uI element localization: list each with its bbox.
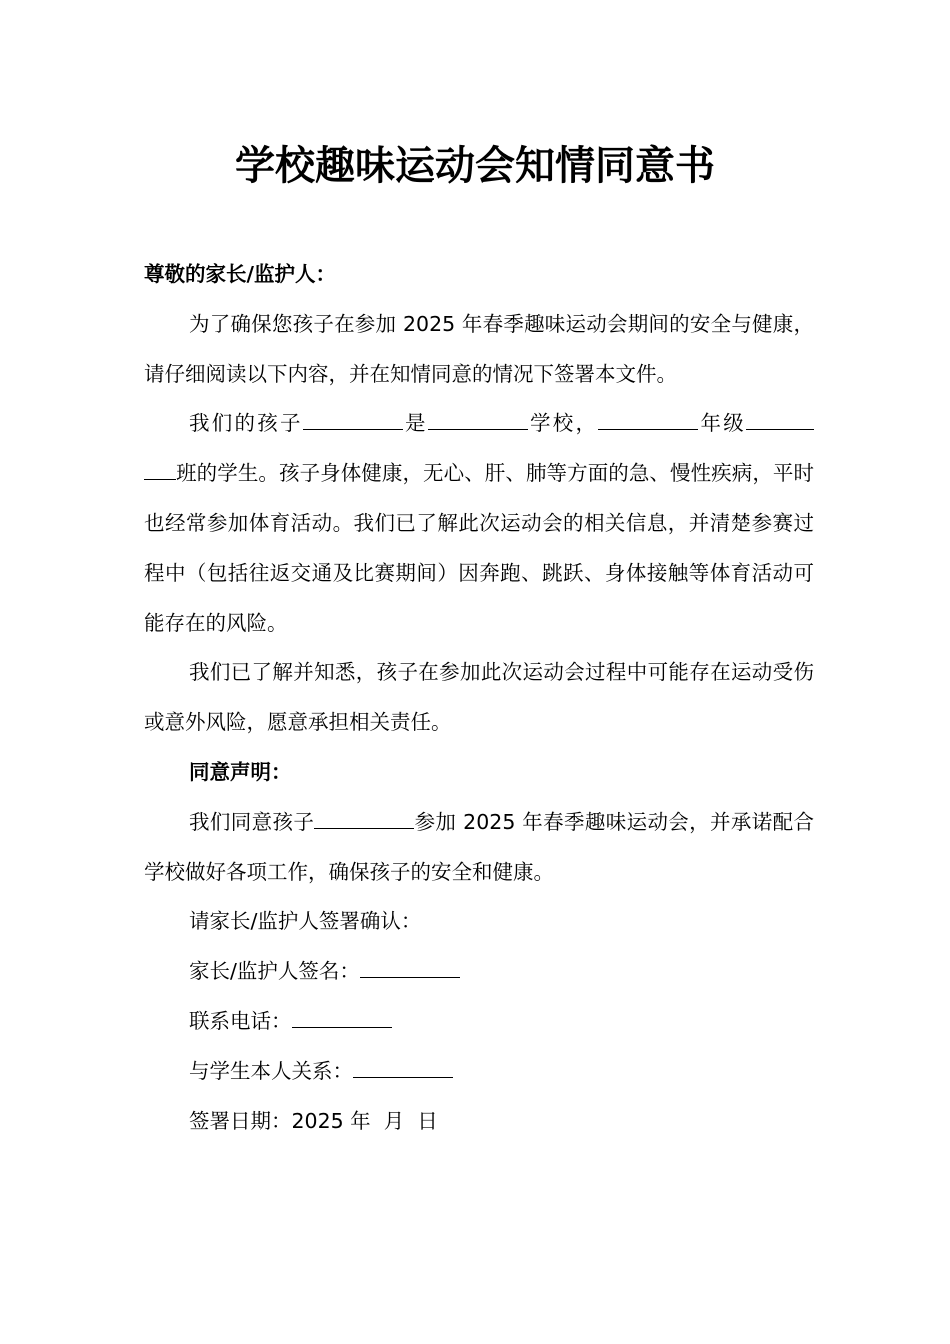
signature-line (144, 947, 814, 997)
phone-line (144, 997, 814, 1047)
consent-heading: 同意声明： (189, 759, 292, 784)
child-name-blank[interactable] (303, 428, 403, 430)
page-title: 学校趣味运动会知情同意书 (235, 143, 715, 189)
consent-paragraph (144, 798, 814, 898)
school-name-blank[interactable] (428, 428, 528, 430)
document-body (144, 250, 814, 1146)
student-info-text-1: 我们的孩子 (189, 411, 303, 436)
greeting: 尊敬的家长/监护人： (144, 262, 336, 286)
risk-paragraph: 我们已了解并知悉，孩子在参加此次运动会过程中可能存在运动受伤或意外风险，愿意承担相关责任。 (144, 660, 814, 735)
class-blank[interactable] (746, 428, 814, 430)
grade-blank[interactable] (598, 428, 698, 430)
relation-line (144, 1047, 814, 1097)
class-blank-continued[interactable] (144, 478, 176, 480)
student-info-text-5: 班的学生。孩子身体健康，无心、肝、肺等方面的急、慢性疾病，平时也经常参加体育活动。我们已了解此次运动会的相关信息，并清楚参赛过程中（包括往返交通及比赛期间）因奔跑、跳跃、身体接触等体育活动可能存在的风险。 (144, 461, 814, 635)
student-info-text-3: 学校， (527, 411, 599, 436)
relation-label: 与学生本人关系： (189, 1058, 353, 1083)
relation-blank[interactable] (353, 1076, 453, 1078)
consent-text-1: 我们同意孩子 (189, 809, 315, 834)
student-info-paragraph (144, 399, 814, 648)
intro-paragraph: 为了确保您孩子在参加 2025 年春季趣味运动会期间的安全与健康，请仔细阅读以下内容，并在知情同意的情况下签署本文件。 (144, 311, 814, 386)
sign-prompt: 请家长/监护人签署确认： (189, 909, 422, 934)
consent-text-2: 参加 2025 年春季趣味运动会，并承诺配合学校做好各项工作，确保孩子的安全和健康。 (144, 809, 815, 884)
signature-label: 家长/监护人签名： (189, 959, 360, 984)
date-line: 签署日期：2025 年 月 日 (189, 1108, 438, 1133)
student-info-text-2: 是 (402, 411, 428, 436)
signature-blank[interactable] (360, 976, 460, 978)
consent-child-name-blank[interactable] (314, 827, 414, 829)
phone-blank[interactable] (292, 1026, 392, 1028)
student-info-text-4: 年级 (698, 411, 746, 436)
phone-label: 联系电话： (189, 1008, 292, 1033)
